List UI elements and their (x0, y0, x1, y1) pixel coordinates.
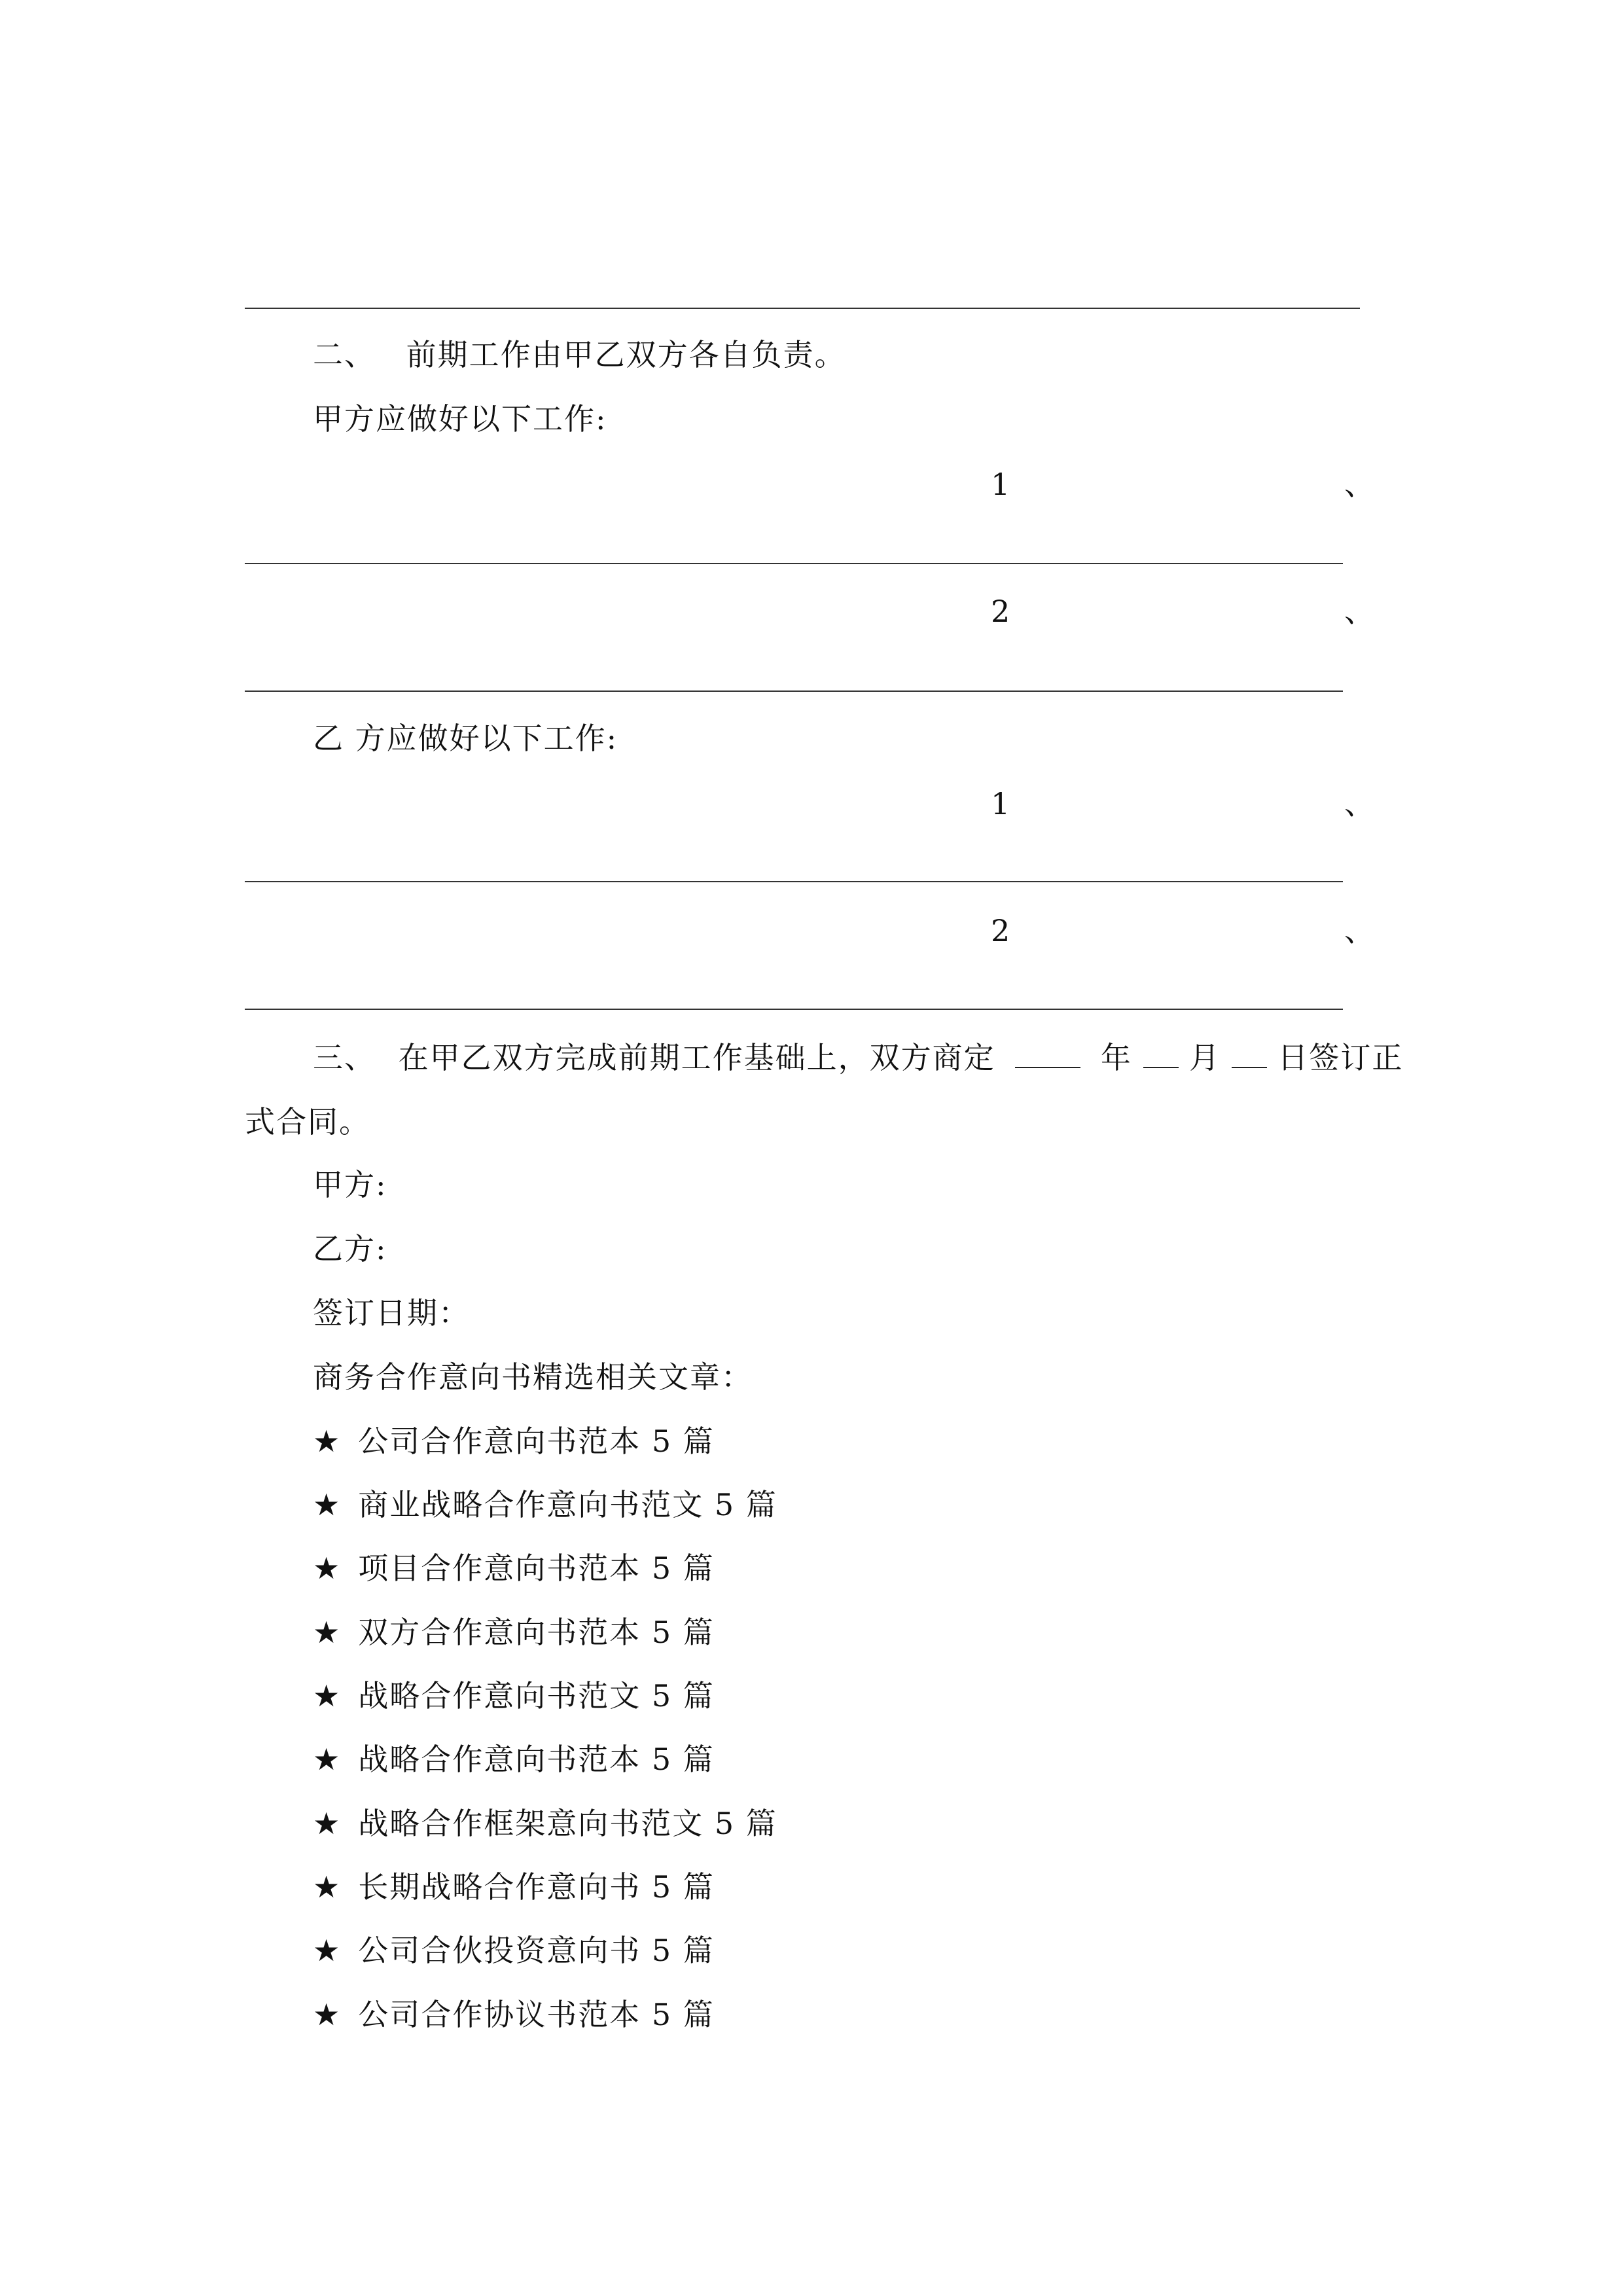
star-icon: ★ (313, 1869, 342, 1905)
signing-date-label: 签订日期： (313, 1295, 470, 1331)
party-a-item-1-line (245, 563, 1343, 564)
list-item[interactable] (313, 1549, 715, 1588)
star-icon: ★ (313, 1551, 342, 1586)
list-item[interactable] (313, 1676, 715, 1715)
article-link[interactable]: 战略合作意向书范本 5 篇 (358, 1742, 715, 1777)
section3-text: 在甲乙双方完成前期工作基础上，双方商定 (398, 1040, 995, 1075)
section3-heading-number: 三、 (313, 1040, 376, 1075)
month-label: 月 (1189, 1040, 1221, 1075)
list-item[interactable] (313, 1613, 715, 1652)
party-b-item-2-line (245, 1009, 1343, 1010)
article-link[interactable]: 公司合作协议书范本 5 篇 (358, 1997, 715, 2032)
party-b-item-1-number: 1 (991, 786, 1010, 821)
party-a-item-2-number: 2 (991, 594, 1010, 629)
day-text: 日签订正 (1277, 1040, 1404, 1075)
party-a-item-1-mark: 、 (1344, 467, 1374, 502)
party-a-item-2-line (245, 691, 1343, 692)
star-icon: ★ (313, 1678, 342, 1713)
party-b-signature-label: 乙方: (313, 1231, 387, 1266)
article-link[interactable]: 公司合作意向书范本 5 篇 (358, 1424, 715, 1459)
article-link[interactable]: 项目合作意向书范本 5 篇 (358, 1551, 715, 1586)
party-b-item-1-mark: 、 (1344, 786, 1374, 821)
list-item[interactable] (313, 1867, 715, 1907)
section2-heading-number: 二、 (313, 337, 376, 372)
star-icon: ★ (313, 1615, 342, 1650)
list-item[interactable] (313, 1804, 777, 1843)
list-item[interactable] (313, 1931, 715, 1970)
year-blank (1015, 1038, 1080, 1068)
party-b-intro: 乙 方应做好以下工作: (313, 721, 618, 756)
list-item[interactable] (313, 1422, 715, 1461)
star-icon: ★ (313, 1487, 342, 1522)
section3-paragraph (313, 1038, 1403, 1077)
list-item[interactable] (313, 1485, 777, 1524)
related-articles-title: 商务合作意向书精选相关文章： (313, 1359, 753, 1395)
party-b-item-1-line (245, 881, 1343, 882)
star-icon: ★ (313, 1424, 342, 1459)
star-icon: ★ (313, 1933, 342, 1968)
star-icon: ★ (313, 1806, 342, 1841)
list-item[interactable] (313, 1740, 715, 1779)
article-link[interactable]: 战略合作框架意向书范文 5 篇 (358, 1806, 777, 1841)
article-link[interactable]: 双方合作意向书范本 5 篇 (358, 1615, 715, 1650)
section2-heading-text: 前期工作由甲乙双方各自负责。 (406, 337, 846, 372)
list-item[interactable] (313, 1995, 715, 2034)
article-link[interactable]: 商业战略合作意向书范文 5 篇 (358, 1487, 777, 1522)
section2-heading (313, 335, 846, 374)
party-a-item-2-mark: 、 (1344, 594, 1374, 629)
party-a-item-1-number: 1 (991, 467, 1010, 502)
party-b-item-2-mark: 、 (1344, 913, 1374, 948)
day-blank (1232, 1038, 1267, 1068)
star-icon: ★ (313, 1742, 342, 1777)
month-blank (1143, 1038, 1179, 1068)
year-label: 年 (1100, 1040, 1132, 1075)
party-a-signature-label: 甲方: (313, 1167, 387, 1202)
top-divider (245, 308, 1360, 309)
section3-continuation: 式合同。 (245, 1104, 370, 1139)
party-b-item-2-number: 2 (991, 913, 1010, 948)
article-link[interactable]: 长期战略合作意向书 5 篇 (358, 1869, 715, 1905)
party-a-intro: 甲方应做好以下工作: (313, 401, 607, 437)
article-link[interactable]: 战略合作意向书范文 5 篇 (358, 1678, 715, 1713)
article-link[interactable]: 公司合伙投资意向书 5 篇 (358, 1933, 715, 1968)
star-icon: ★ (313, 1997, 342, 2032)
